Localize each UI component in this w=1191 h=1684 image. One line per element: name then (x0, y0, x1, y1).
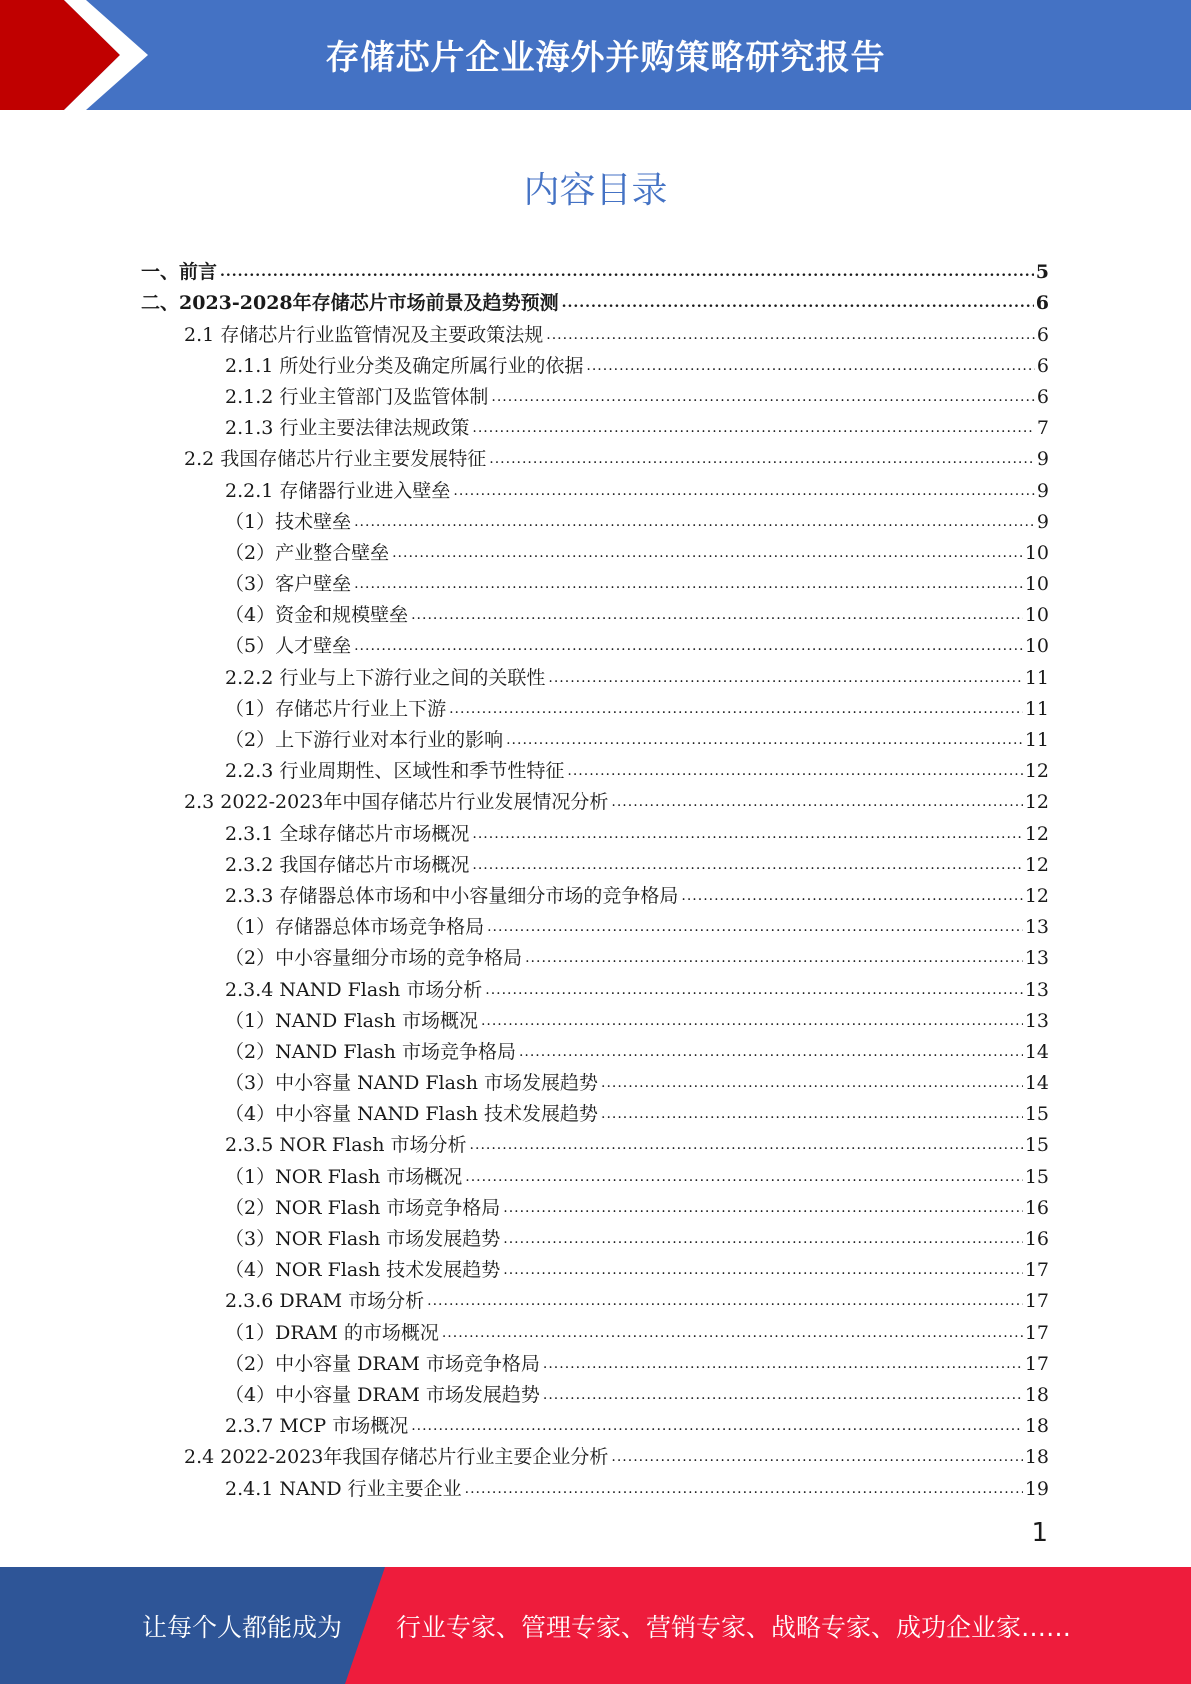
toc-entry[interactable] (0, 1376, 1191, 1407)
toc-entry-label: （4）资金和规模壁垒 (225, 604, 409, 627)
toc-entry-page: 9 (1036, 479, 1049, 502)
toc-entry[interactable] (0, 627, 1191, 658)
toc-entry-label: （2）中小容量细分市场的竞争格局 (225, 947, 523, 970)
toc-leader-dots (442, 1323, 1023, 1343)
toc-leader-dots (548, 668, 1022, 688)
toc-leader-dots (354, 636, 1023, 656)
toc-entry-page: 9 (1036, 448, 1049, 471)
toc-entry-label: （2）上下游行业对本行业的影响 (225, 729, 504, 751)
toc-entry-label: （3）客户壁垒 (225, 573, 352, 596)
toc-entry[interactable] (0, 253, 1191, 284)
toc-entry-page: 16 (1024, 1196, 1049, 1219)
toc-leader-dots (503, 1229, 1023, 1249)
toc-entry-label: （4）中小容量 NAND Flash 技术发展趋势 (225, 1103, 598, 1126)
toc-entry-label: （2）中小容量 DRAM 市场竞争格局 (225, 1352, 540, 1375)
toc-entry-page: 10 (1024, 573, 1049, 596)
toc-leader-dots (503, 1198, 1023, 1218)
toc-entry-label: 2.3.7 MCP 市场概况 (225, 1415, 409, 1438)
toc-entry-page: 18 (1024, 1383, 1049, 1406)
toc-entry-page: 10 (1024, 604, 1049, 627)
toc-entry[interactable] (0, 440, 1191, 471)
toc-entry[interactable] (0, 690, 1191, 721)
toc-leader-dots (562, 293, 1034, 313)
toc-entry-label: （1）NAND Flash 市场概况 (225, 1009, 478, 1032)
toc-entry-label: （5）人才壁垒 (225, 635, 352, 658)
toc-entry[interactable] (0, 565, 1191, 596)
footer-slogan-right: 行业专家、管理专家、营销专家、战略专家、成功企业家…… (396, 1612, 1072, 1642)
toc-entry[interactable] (0, 1126, 1191, 1157)
toc-entry[interactable] (0, 846, 1191, 877)
toc-entry[interactable] (0, 1033, 1191, 1064)
page-footer (0, 1567, 1191, 1684)
toc-entry-page: 15 (1024, 1165, 1049, 1188)
toc-entry[interactable] (0, 1251, 1191, 1282)
toc-entry-label: 2.4 2022-2023年我国存储芯片行业主要企业分析 (184, 1446, 609, 1469)
toc-leader-dots (611, 792, 1022, 812)
toc-entry[interactable] (0, 1095, 1191, 1126)
toc-leader-dots (525, 948, 1023, 968)
toc-leader-dots (611, 1447, 1022, 1467)
toc-entry-label: 2.3.4 NAND Flash 市场分析 (225, 978, 483, 1001)
toc-entry[interactable] (0, 783, 1191, 814)
toc-leader-dots (487, 917, 1023, 937)
toc-leader-dots (465, 1479, 1023, 1499)
toc-entry-page: 6 (1036, 323, 1049, 346)
toc-entry-page: 18 (1024, 1446, 1049, 1469)
toc-entry-label: （4）NOR Flash 技术发展趋势 (225, 1259, 501, 1282)
toc-entry[interactable] (0, 658, 1191, 689)
toc-leader-dots (411, 605, 1023, 625)
toc-entry-label: （3）NOR Flash 市场发展趋势 (225, 1228, 501, 1250)
toc-leader-dots (411, 1416, 1023, 1436)
toc-entry[interactable] (0, 596, 1191, 627)
toc-entry-label: 2.1.3 行业主要法律法规政策 (225, 417, 470, 440)
toc-entry-label: （3）中小容量 NAND Flash 市场发展趋势 (225, 1072, 598, 1095)
toc-entry-label: （1）技术壁垒 (225, 510, 352, 533)
toc-leader-dots (601, 1104, 1023, 1124)
toc-entry-page: 17 (1024, 1259, 1049, 1282)
toc-entry-page: 12 (1024, 853, 1049, 876)
toc-entry-label: （1）DRAM 的市场概况 (225, 1321, 439, 1344)
toc-entry[interactable] (0, 877, 1191, 908)
toc-entry-label: 2.2.2 行业与上下游行业之间的关联性 (225, 666, 546, 689)
toc-entry-page: 6 (1035, 292, 1049, 315)
toc-entry-page: 12 (1024, 884, 1049, 907)
toc-leader-dots (427, 1291, 1023, 1311)
toc-entry-page: 7 (1036, 417, 1049, 440)
table-of-contents (0, 253, 1191, 1501)
toc-leader-dots (601, 1073, 1023, 1093)
toc-leader-dots (485, 980, 1023, 1000)
toc-entry-page: 12 (1024, 760, 1049, 783)
toc-leader-dots (586, 356, 1035, 376)
toc-entry[interactable] (0, 378, 1191, 409)
toc-entry[interactable] (0, 1313, 1191, 1344)
toc-entry-label: 2.1 存储芯片行业监管情况及主要政策法规 (184, 323, 544, 346)
toc-entry[interactable] (0, 1189, 1191, 1220)
toc-entry-page: 6 (1036, 354, 1049, 377)
toc-entry-label: 一、前言 (141, 261, 218, 284)
toc-leader-dots (453, 481, 1035, 501)
toc-leader-dots (465, 1167, 1023, 1187)
toc-entry-page: 5 (1035, 261, 1049, 284)
toc-entry[interactable] (0, 1002, 1191, 1033)
toc-entry-page: 9 (1036, 510, 1049, 533)
toc-entry[interactable] (0, 1220, 1191, 1251)
toc-entry[interactable] (0, 315, 1191, 346)
toc-entry-label: 二、2023-2028年存储芯片市场前景及趋势预测 (141, 292, 559, 315)
toc-entry-page: 15 (1024, 1134, 1049, 1157)
toc-leader-dots (220, 262, 1034, 282)
toc-entry-page: 12 (1024, 791, 1049, 814)
toc-entry-label: （2）NOR Flash 市场竞争格局 (225, 1196, 501, 1219)
toc-entry-label: 2.3.1 全球存储芯片市场概况 (225, 822, 470, 845)
toc-leader-dots (449, 699, 1023, 719)
toc-entry-page: 12 (1024, 822, 1049, 845)
toc-heading: 内容目录 (523, 170, 668, 211)
toc-entry-page: 11 (1024, 697, 1049, 720)
toc-entry-label: （1）NOR Flash 市场概况 (225, 1165, 463, 1188)
toc-entry-page: 14 (1024, 1072, 1049, 1095)
toc-leader-dots (506, 730, 1023, 750)
page-header (0, 0, 1191, 110)
footer-slogan-left: 让每个人都能成为 (142, 1612, 343, 1642)
toc-entry-label: （2）NAND Flash 市场竞争格局 (225, 1040, 516, 1063)
toc-leader-dots (491, 387, 1035, 407)
toc-leader-dots (392, 543, 1023, 563)
toc-leader-dots (543, 1354, 1023, 1374)
toc-entry-label: 2.3.3 存储器总体市场和中小容量细分市场的竞争格局 (225, 884, 679, 907)
toc-entry[interactable] (0, 908, 1191, 939)
toc-entry[interactable] (0, 1282, 1191, 1313)
toc-entry-page: 16 (1024, 1228, 1049, 1250)
toc-entry-page: 11 (1024, 666, 1049, 689)
report-title: 存储芯片企业海外并购策略研究报告 (325, 37, 886, 78)
toc-entry[interactable] (0, 721, 1191, 752)
toc-leader-dots (472, 824, 1022, 844)
toc-leader-dots (472, 418, 1035, 438)
toc-leader-dots (481, 1011, 1023, 1031)
toc-entry[interactable] (0, 1157, 1191, 1188)
toc-entry[interactable] (0, 1064, 1191, 1095)
toc-leader-dots (470, 1135, 1023, 1155)
toc-leader-dots (472, 855, 1022, 875)
toc-entry-page: 18 (1024, 1415, 1049, 1438)
toc-entry-label: 2.2 我国存储芯片行业主要发展特征 (184, 448, 487, 471)
toc-entry-page: 11 (1024, 729, 1049, 751)
toc-entry-page: 17 (1024, 1321, 1049, 1344)
toc-entry-label: 2.2.3 行业周期性、区域性和季节性特征 (225, 760, 565, 783)
toc-entry-label: 2.3.6 DRAM 市场分析 (225, 1290, 425, 1313)
toc-entry[interactable] (0, 347, 1191, 378)
toc-entry-page: 10 (1024, 541, 1049, 564)
toc-entry[interactable] (0, 409, 1191, 440)
toc-entry-page: 10 (1024, 635, 1049, 658)
toc-leader-dots (489, 449, 1035, 469)
toc-entry-page: 19 (1024, 1477, 1049, 1500)
toc-entry-label: 2.2.1 存储器行业进入壁垒 (225, 479, 451, 502)
toc-leader-dots (519, 1042, 1023, 1062)
toc-entry[interactable] (0, 1438, 1191, 1469)
toc-entry-page: 13 (1024, 947, 1049, 970)
toc-entry[interactable] (0, 284, 1191, 315)
toc-entry[interactable] (0, 471, 1191, 502)
toc-entry[interactable] (0, 970, 1191, 1001)
toc-entry[interactable] (0, 939, 1191, 970)
toc-entry[interactable] (0, 1469, 1191, 1500)
toc-entry-label: 2.3 2022-2023年中国存储芯片行业发展情况分析 (184, 791, 609, 814)
toc-leader-dots (354, 574, 1023, 594)
toc-entry-label: 2.3.5 NOR Flash 市场分析 (225, 1134, 467, 1157)
toc-entry-label: 2.1.2 行业主管部门及监管体制 (225, 385, 489, 408)
toc-entry-label: （2）产业整合壁垒 (225, 541, 390, 564)
toc-leader-dots (354, 512, 1035, 532)
toc-leader-dots (681, 886, 1022, 906)
toc-leader-dots (567, 761, 1022, 781)
toc-entry-page: 13 (1024, 1009, 1049, 1032)
toc-entry[interactable] (0, 534, 1191, 565)
toc-entry-label: 2.1.1 所处行业分类及确定所属行业的依据 (225, 354, 584, 377)
toc-entry-page: 14 (1024, 1040, 1049, 1063)
toc-entry-label: （1）存储芯片行业上下游 (225, 697, 447, 720)
toc-entry-page: 17 (1024, 1290, 1049, 1313)
toc-entry-page: 15 (1024, 1103, 1049, 1126)
toc-entry-page: 13 (1024, 978, 1049, 1001)
toc-entry[interactable] (0, 752, 1191, 783)
toc-entry[interactable] (0, 1345, 1191, 1376)
toc-entry-label: （1）存储器总体市场竞争格局 (225, 916, 485, 939)
toc-entry-page: 13 (1024, 916, 1049, 939)
toc-entry-page: 6 (1036, 385, 1049, 408)
toc-entry[interactable] (0, 814, 1191, 845)
toc-leader-dots (546, 325, 1035, 345)
toc-entry[interactable] (0, 1407, 1191, 1438)
toc-leader-dots (543, 1385, 1023, 1405)
page-number: 1 (1031, 1518, 1048, 1548)
toc-entry[interactable] (0, 503, 1191, 534)
toc-entry-label: 2.4.1 NAND 行业主要企业 (225, 1477, 462, 1500)
toc-entry-page: 17 (1024, 1352, 1049, 1375)
toc-leader-dots (503, 1260, 1023, 1280)
toc-entry-label: 2.3.2 我国存储芯片市场概况 (225, 853, 470, 876)
toc-entry-label: （4）中小容量 DRAM 市场发展趋势 (225, 1383, 540, 1406)
